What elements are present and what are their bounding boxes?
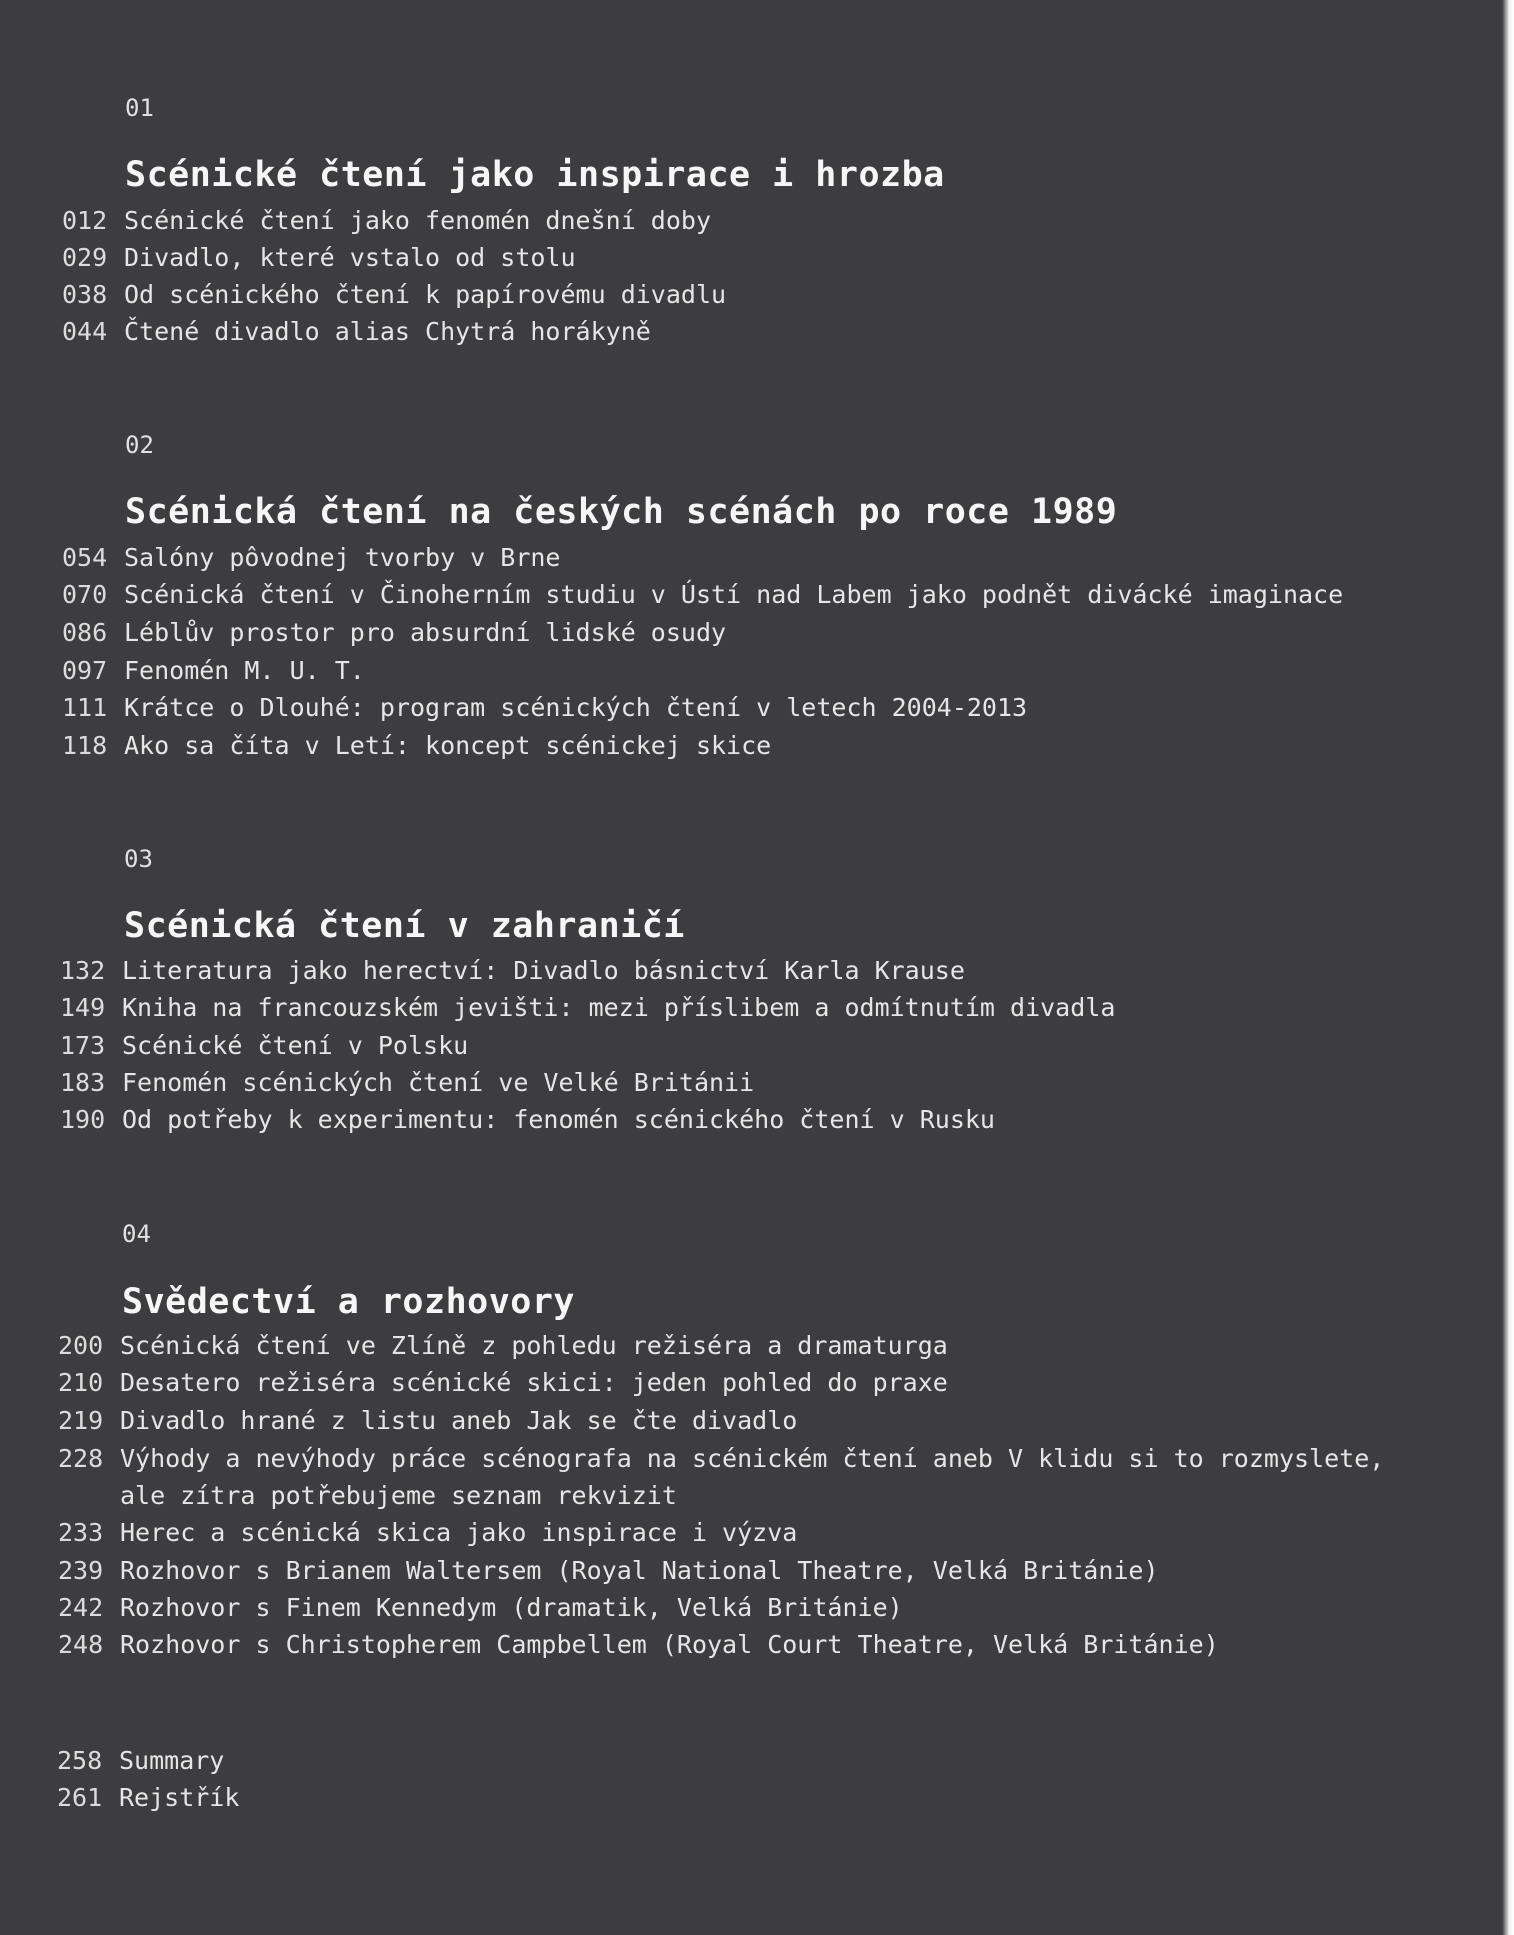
page-number: 118 [62, 731, 108, 760]
page-edge [1502, 0, 1514, 1935]
page-number: 012 [62, 206, 108, 235]
toc-entry[interactable] [60, 1064, 754, 1101]
entry-title: Scénické čtení v Polsku [122, 1031, 469, 1060]
page-number: 149 [60, 993, 106, 1022]
toc-entry-summary[interactable] [57, 1742, 224, 1779]
toc-entry-continuation[interactable] [58, 1477, 677, 1514]
entry-title: Divadlo hrané z listu aneb Jak se čte divadlo [120, 1406, 798, 1435]
toc-entry[interactable] [62, 239, 576, 276]
entry-title: Rejstřík [119, 1783, 240, 1812]
page-number: 248 [58, 1630, 104, 1659]
toc-entry[interactable] [62, 202, 711, 239]
toc-entry-index[interactable] [57, 1779, 239, 1816]
page-number: 038 [62, 280, 108, 309]
entry-title: Desatero režiséra scénické skici: jeden pohled do praxe [120, 1368, 948, 1397]
section-number: 02 [125, 431, 154, 459]
toc-entry[interactable] [60, 1027, 468, 1064]
entry-title: Salóny pôvodnej tvorby v Brne [124, 543, 561, 572]
page-number: 183 [60, 1068, 106, 1097]
toc-entry[interactable] [62, 614, 726, 651]
toc-entry[interactable] [62, 276, 726, 313]
page-number: 242 [58, 1593, 104, 1622]
entry-title: Léblův prostor pro absurdní lidské osudy [124, 618, 727, 647]
entry-title: Krátce o Dlouhé: program scénických čtení v letech 2004-2013 [124, 693, 1028, 722]
page-number: 239 [58, 1556, 104, 1585]
entry-title: Fenomén scénických čtení ve Velké Británii [122, 1068, 755, 1097]
page-number: 173 [60, 1031, 106, 1060]
page-number: 190 [60, 1105, 106, 1134]
toc-entry[interactable] [60, 989, 1115, 1026]
toc-entry[interactable] [62, 689, 1027, 726]
section-number: 03 [124, 845, 153, 873]
toc-entry[interactable] [58, 1552, 1159, 1589]
section-title: Scénické čtení jako inspirace i hrozba [125, 155, 945, 195]
entry-title: Od potřeby k experimentu: fenomén scénického čtení v Rusku [122, 1105, 995, 1134]
toc-entry[interactable] [58, 1327, 948, 1364]
toc-entry[interactable] [62, 576, 1343, 613]
page-number: 070 [62, 580, 108, 609]
entry-title: Rozhovor s Finem Kennedym (dramatik, Velká Británie) [120, 1593, 903, 1622]
entry-title: Scénická čtení v Činoherním studiu v Ústí nad Labem jako podnět divácké imaginace [124, 580, 1344, 609]
page-number: 261 [57, 1783, 103, 1812]
entry-title: Scénické čtení jako fenomén dnešní doby [124, 206, 711, 235]
entry-title: Rozhovor s Brianem Waltersem (Royal National Theatre, Velká Británie) [120, 1556, 1159, 1585]
toc-entry[interactable] [62, 539, 561, 576]
entry-title: Herec a scénická skica jako inspirace i výzva [120, 1518, 798, 1547]
entry-title: Ako sa číta v Letí: koncept scénickej skice [124, 731, 772, 760]
page-number: 258 [57, 1746, 103, 1775]
page-number: 086 [62, 618, 108, 647]
page-number: 132 [60, 956, 106, 985]
toc-entry[interactable] [58, 1589, 903, 1626]
page-number: 210 [58, 1368, 104, 1397]
section-title: Scénická čtení v zahraničí [124, 906, 685, 946]
page-number: 054 [62, 543, 108, 572]
entry-title: Summary [119, 1746, 225, 1775]
toc-entry[interactable] [60, 952, 965, 989]
entry-title: Literatura jako herectví: Divadlo básnictví Karla Krause [122, 956, 965, 985]
toc-entry[interactable] [58, 1514, 797, 1551]
toc-entry[interactable] [58, 1402, 797, 1439]
section-number: 04 [122, 1220, 151, 1248]
toc-entry[interactable] [58, 1626, 1219, 1663]
page-number: 200 [58, 1331, 104, 1360]
toc-entry[interactable] [58, 1440, 1384, 1477]
page-number: 111 [62, 693, 108, 722]
page-number: 233 [58, 1518, 104, 1547]
page-number: 029 [62, 243, 108, 272]
page-number: 228 [58, 1444, 104, 1473]
page-number: 219 [58, 1406, 104, 1435]
entry-title: Čtené divadlo alias Chytrá horákyně [124, 317, 651, 346]
entry-title: Kniha na francouzském jevišti: mezi příslibem a odmítnutím divadla [122, 993, 1116, 1022]
toc-entry[interactable] [62, 313, 651, 350]
entry-title: Od scénického čtení k papírovému divadlu [124, 280, 727, 309]
section-title: Scénická čtení na českých scénách po roce 1989 [125, 492, 1118, 532]
toc-entry[interactable] [60, 1101, 995, 1138]
entry-title: Rozhovor s Christopherem Campbellem (Royal Court Theatre, Velká Británie) [120, 1630, 1219, 1659]
entry-title: Scénická čtení ve Zlíně z pohledu režiséra a dramaturga [120, 1331, 948, 1360]
toc-entry[interactable] [62, 727, 771, 764]
page-number: 044 [62, 317, 108, 346]
toc-entry[interactable] [62, 652, 365, 689]
section-number: 01 [125, 94, 154, 122]
entry-title: Divadlo, které vstalo od stolu [124, 243, 576, 272]
page-number: 097 [62, 656, 108, 685]
toc-entry[interactable] [58, 1364, 948, 1401]
entry-title: ale zítra potřebujeme seznam rekvizit [120, 1481, 677, 1510]
section-title: Svědectví a rozhovory [122, 1282, 576, 1322]
entry-title: Výhody a nevýhody práce scénografa na scénickém čtení aneb V klidu si to rozmyslete, [120, 1444, 1385, 1473]
entry-title: Fenomén M. U. T. [124, 656, 365, 685]
